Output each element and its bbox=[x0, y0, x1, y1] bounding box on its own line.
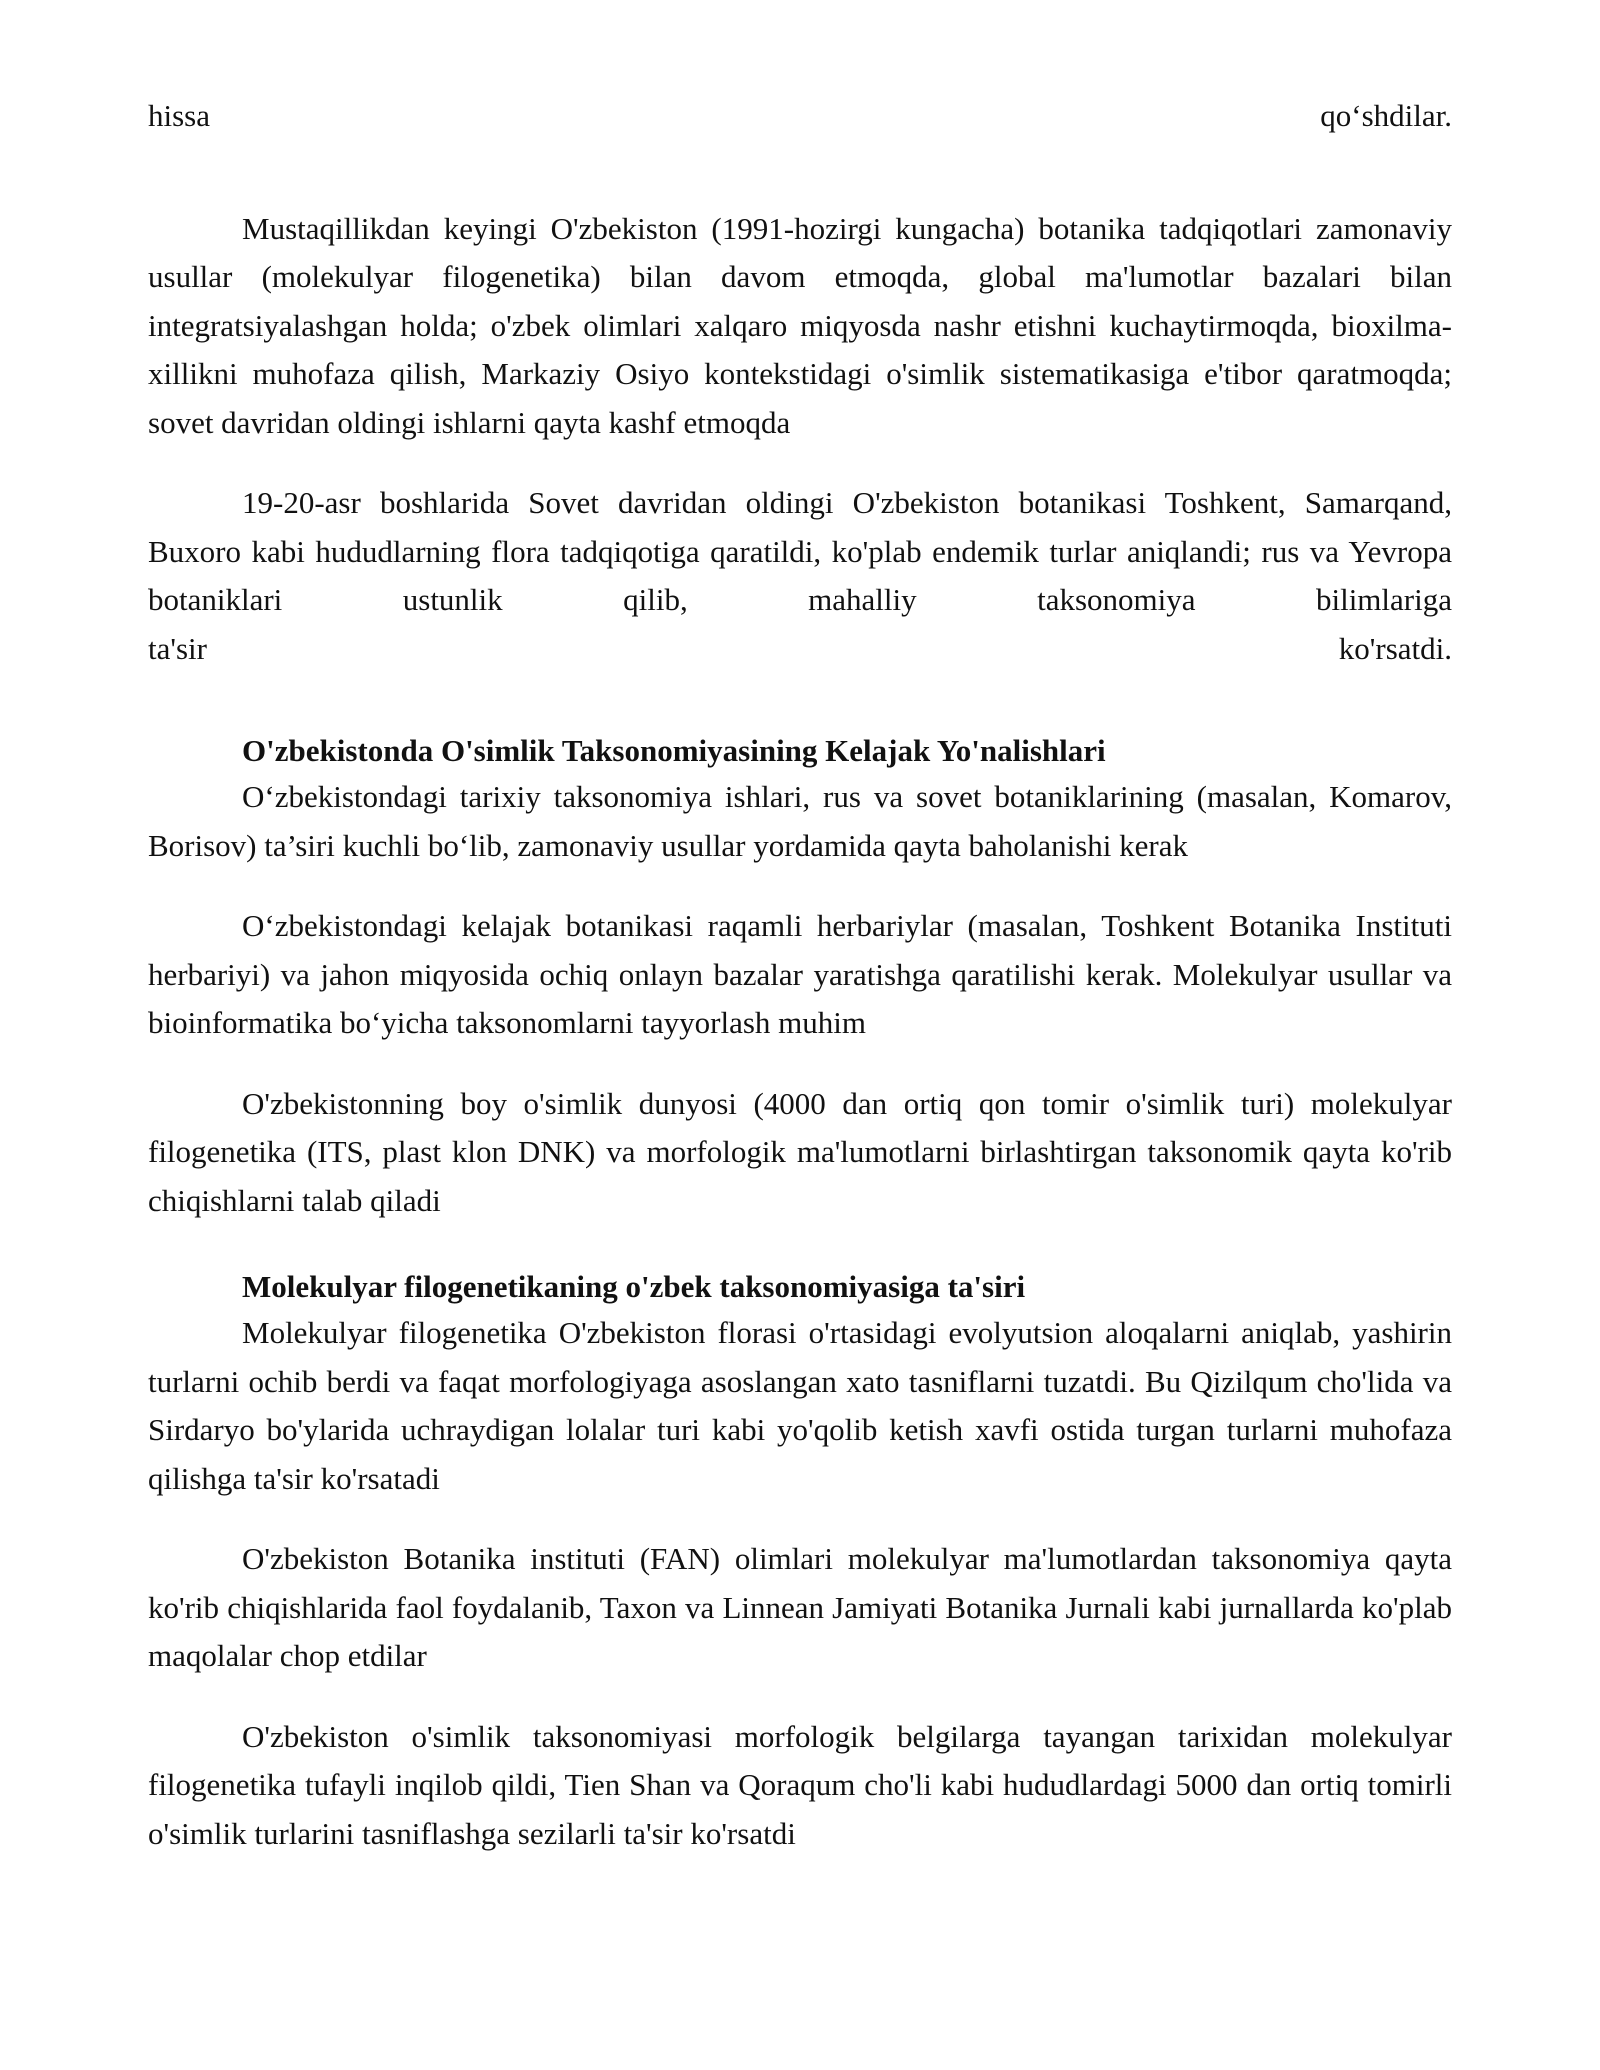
section-heading-future-directions: O'zbekistonda O'simlik Taksonomiyasining Kelajak Yo'nalishlari bbox=[242, 733, 1106, 768]
paragraph-pre-soviet: 19-20-asr boshlarida Sovet davridan oldingi O'zbekiston botanikasi Toshkent, Samarqand, Buxoro kabi hududlarning flora tadqiqotiga qaratildi, ko'plab endemik turlar aniqlandi; rus va Yevropa botaniklari ustunlik qilib, mahalliy taksonomiya bilimlariga bbox=[148, 485, 1452, 617]
paragraph-rich-flora: O'zbekistonning boy o'simlik dunyosi (4000 dan ortiq qon tomir o'simlik turi) molekulyar filogenetika (ITS, plast klon DNK) va morfologik ma'lumotlarni birlashtirgan taksonomik qayta ko'rib chiqishlarni talab qiladi bbox=[148, 1085, 1452, 1218]
tail-left-word: ta'sir bbox=[148, 630, 207, 666]
paragraph-historical-works: O‘zbekistondagi tarixiy taksonomiya ishlari, rus va sovet botaniklarining (masalan, Komarov, Borisov) ta’siri kuchli bo‘lib, zamonaviy usullar yordamida qayta baholanishi kerak bbox=[148, 779, 1452, 863]
paragraph-pre-soviet-tail bbox=[148, 625, 1452, 674]
paragraph-post-independence: Mustaqillikdan keyingi O'zbekiston (1991-hozirgi kungacha) botanika tadqiqotlari zamonaviy usullar (molekulyar filogenetika) bilan davom etmoqda, global ma'lumotlar bazalari bilan integratsiyalashgan holda; o'zbek olimlari xalqaro miqyosda nashr etishni kuchaytirmoqda, bioxilma-xillikni muhofaza qilish, Markaziy Osiyo kontekstidagi o'simlik sistematikasiga e'tibor qaratmoqda; sovet davridan oldingi ishlarni qayta kashf etmoqda bbox=[148, 210, 1452, 440]
section-heading-molecular-impact: Molekulyar filogenetikaning o'zbek taksonomiyasiga ta'siri bbox=[242, 1269, 1026, 1304]
carryover-right-word: qo‘shdilar. bbox=[1320, 98, 1452, 133]
paragraph-botany-institute: O'zbekiston Botanika instituti (FAN) olimlari molekulyar ma'lumotlardan taksonomiya qayta ko'rib chiqishlarida faol foydalanib, Taxon va Linnean Jamiyati Botanika Jurnali kabi jurnallarda ko'plab maqolalar chop etdilar bbox=[148, 1541, 1452, 1673]
document-page bbox=[148, 92, 1452, 1858]
carryover-line bbox=[148, 92, 1452, 141]
tail-right-word: ko'rsatdi. bbox=[1338, 630, 1452, 666]
paragraph-molecular-phylogenetics: Molekulyar filogenetika O'zbekiston florasi o'rtasidagi evolyutsion aloqalarni aniqlab, yashirin turlarni ochib berdi va faqat morfologiyaga asoslangan xato tasniflarni tuzatdi. Bu Qizilqum cho'lida va Sirdaryo bo'ylarida uchraydigan lolalar turi kabi yo'qolib ketish xavfi ostida turgan turlarni muhofaza qilishga ta'sir ko'rsatadi bbox=[148, 1315, 1452, 1496]
paragraph-taxonomy-revolution: O'zbekiston o'simlik taksonomiyasi morfologik belgilarga tayangan tarixidan molekulyar filogenetika tufayli inqilob qildi, Tien Shan va Qoraqum cho'li kabi hududlardagi 5000 dan ortiq tomirli o'simlik turlarini tasniflashga sezilarli ta'sir ko'rsatdi bbox=[148, 1718, 1452, 1851]
paragraph-digital-herbaria: O‘zbekistondagi kelajak botanikasi raqamli herbariylar (masalan, Toshkent Botanika Instituti herbariyi) va jahon miqyosida ochiq onlayn bazalar yaratishga qaratilishi kerak. Molekulyar usullar va bioinformatika bo‘yicha taksonomlarni tayyorlash muhim bbox=[148, 908, 1452, 1040]
carryover-left-word: hissa bbox=[148, 98, 210, 133]
